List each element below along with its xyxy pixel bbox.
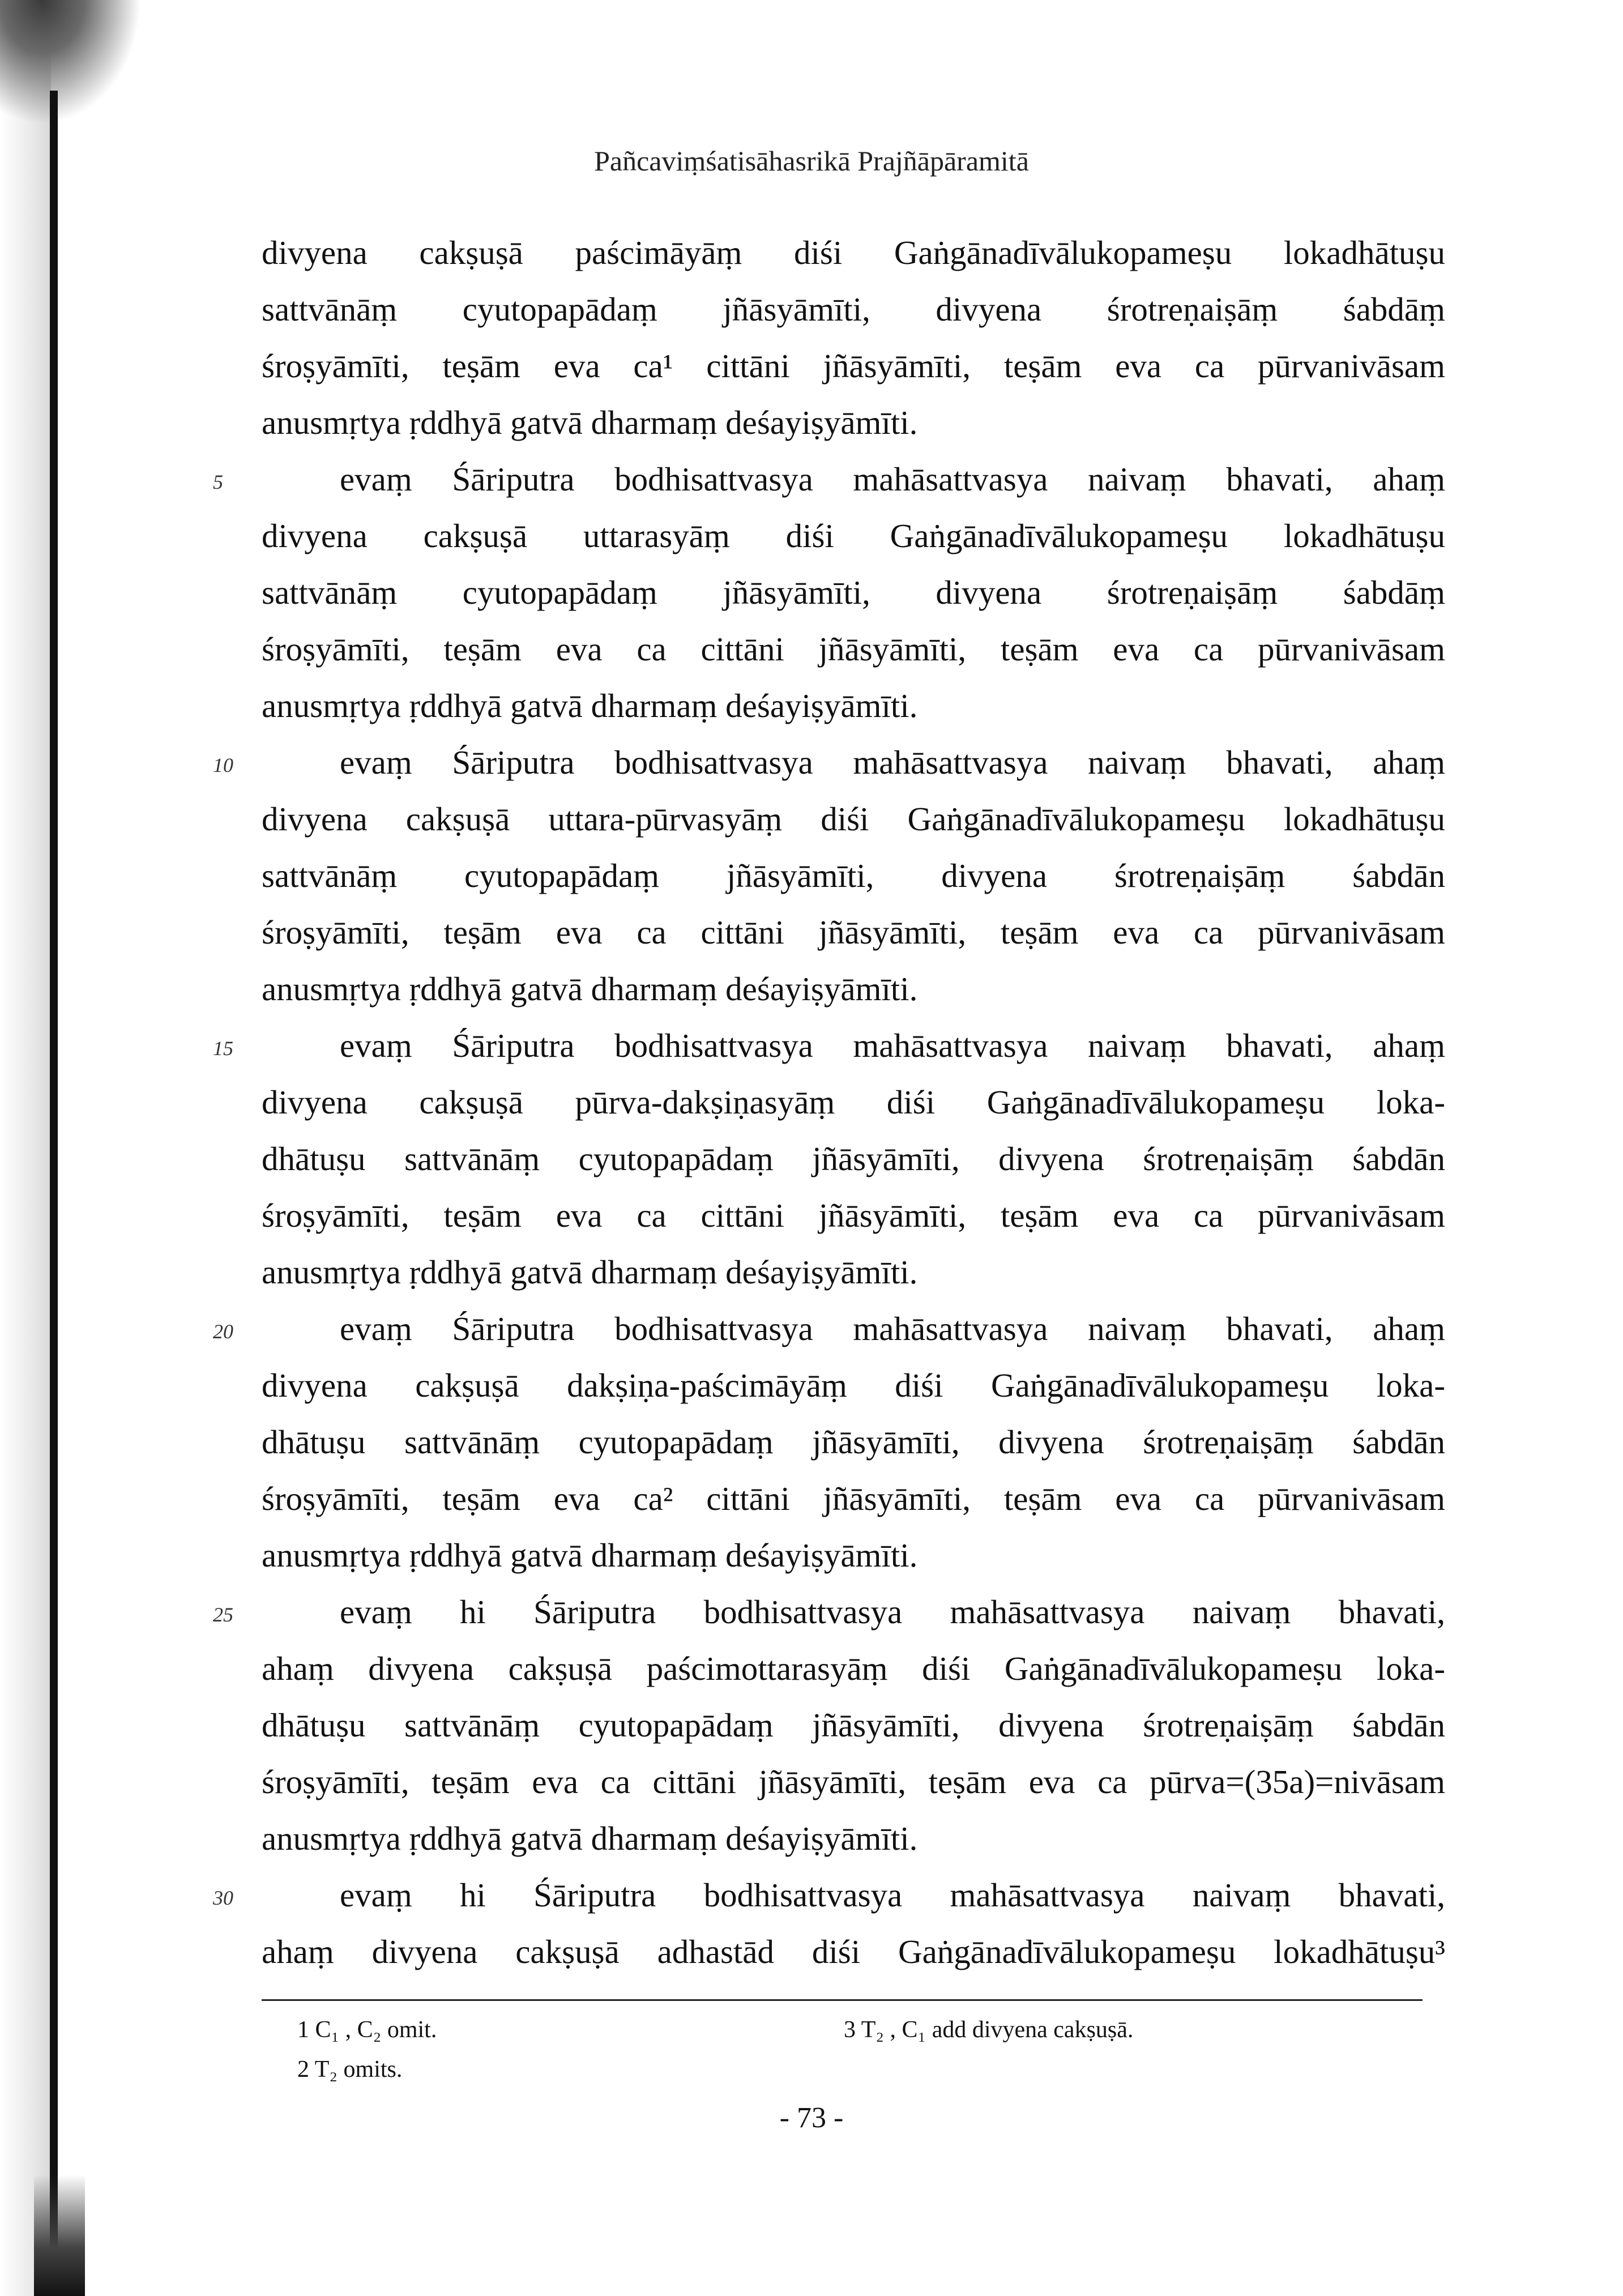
text-line: dhātuṣu sattvānāṃ cyutopapādaṃ jñāsyāmīti, divyena śrotreṇaiṣāṃ śabdān: [262, 1706, 1445, 1744]
text-line: anusmṛtya ṛddhyā gatvā dharmaṃ deśayiṣyāmīti.: [262, 1537, 918, 1574]
text-line: anusmṛtya ṛddhyā gatvā dharmaṃ deśayiṣyāmīti.: [262, 687, 918, 724]
text-line: divyena cakṣuṣā pūrva-dakṣiṇasyāṃ diśi Gaṅgānadīvālukopameṣu loka-: [262, 1083, 1445, 1121]
text-line: śroṣyāmīti, teṣām eva ca¹ cittāni jñāsyāmīti, teṣām eva ca pūrvanivāsam: [262, 347, 1445, 385]
footnote-3: 3 T₂ , C₁ add divyena cakṣuṣā.: [844, 2017, 1134, 2043]
text-line: evaṃ hi Śāriputra bodhisattvasya mahāsattvasya naivaṃ bhavati,: [340, 1593, 1445, 1631]
text-line: evaṃ Śāriputra bodhisattvasya mahāsattvasya naivaṃ bhavati, ahaṃ: [340, 460, 1445, 498]
text-line: anusmṛtya ṛddhyā gatvā dharmaṃ deśayiṣyāmīti.: [262, 970, 918, 1008]
text-line: sattvānāṃ cyutopapādaṃ jñāsyāmīti, divyena śrotreṇaiṣāṃ śabdāṃ: [262, 574, 1445, 611]
text-line: divyena cakṣuṣā paścimāyāṃ diśi Gaṅgānadīvālukopameṣu lokadhātuṣu: [262, 234, 1445, 271]
running-head: Pañcaviṃśatisāhasrikā Prajñāpāramitā: [594, 145, 1029, 177]
line-number: 5: [213, 471, 223, 493]
line-number: 20: [213, 1320, 233, 1343]
text-line: śroṣyāmīti, teṣām eva ca cittāni jñāsyāmīti, teṣām eva ca pūrva=(35a)=nivāsam: [262, 1763, 1445, 1800]
text-line: divyena cakṣuṣā uttarasyāṃ diśi Gaṅgānadīvālukopameṣu lokadhātuṣu: [262, 517, 1445, 554]
page-number: - 73 -: [779, 2102, 844, 2134]
text-line: ahaṃ divyena cakṣuṣā paścimottarasyāṃ diśi Gaṅgānadīvālukopameṣu loka-: [262, 1650, 1445, 1687]
text-line: śroṣyāmīti, teṣām eva ca² cittāni jñāsyāmīti, teṣām eva ca pūrvanivāsam: [262, 1480, 1445, 1517]
line-number: 10: [213, 754, 233, 776]
text-line: sattvānāṃ cyutopapādaṃ jñāsyāmīti, divyena śrotreṇaiṣāṃ śabdāṃ: [262, 291, 1445, 328]
line-number: 25: [213, 1603, 233, 1626]
text-line: divyena cakṣuṣā dakṣiṇa-paścimāyāṃ diśi Gaṅgānadīvālukopameṣu loka-: [262, 1367, 1445, 1404]
text-line: sattvānāṃ cyutopapādaṃ jñāsyāmīti, divyena śrotreṇaiṣāṃ śabdān: [262, 857, 1445, 894]
text-line: evaṃ Śāriputra bodhisattvasya mahāsattvasya naivaṃ bhavati, ahaṃ: [340, 744, 1445, 781]
text-line: ahaṃ divyena cakṣuṣā adhastād diśi Gaṅgānadīvālukopameṣu lokadhātuṣu³: [262, 1933, 1445, 1970]
line-number: 15: [213, 1037, 233, 1060]
text-line: divyena cakṣuṣā uttara-pūrvasyāṃ diśi Gaṅgānadīvālukopameṣu lokadhātuṣu: [262, 800, 1445, 838]
text-line: dhātuṣu sattvānāṃ cyutopapādaṃ jñāsyāmīti, divyena śrotreṇaiṣāṃ śabdān: [262, 1140, 1445, 1177]
footnote-rule: [262, 1999, 1423, 2001]
text-line: dhātuṣu sattvānāṃ cyutopapādaṃ jñāsyāmīti, divyena śrotreṇaiṣāṃ śabdān: [262, 1423, 1445, 1461]
footnote-2: 2 T₂ omits.: [297, 2056, 403, 2082]
text-line: evaṃ Śāriputra bodhisattvasya mahāsattvasya naivaṃ bhavati, ahaṃ: [340, 1027, 1445, 1064]
text-line: śroṣyāmīti, teṣām eva ca cittāni jñāsyāmīti, teṣām eva ca pūrvanivāsam: [262, 914, 1445, 951]
text-line: anusmṛtya ṛddhyā gatvā dharmaṃ deśayiṣyāmīti.: [262, 1253, 918, 1291]
line-number: 30: [213, 1887, 233, 1909]
text-line: anusmṛtya ṛddhyā gatvā dharmaṃ deśayiṣyāmīti.: [262, 1820, 918, 1857]
text-line: śroṣyāmīti, teṣām eva ca cittāni jñāsyāmīti, teṣām eva ca pūrvanivāsam: [262, 1197, 1445, 1234]
text-line: anusmṛtya ṛddhyā gatvā dharmaṃ deśayiṣyāmīti.: [262, 404, 918, 441]
text-line: evaṃ hi Śāriputra bodhisattvasya mahāsattvasya naivaṃ bhavati,: [340, 1876, 1445, 1914]
text-line: evaṃ Śāriputra bodhisattvasya mahāsattvasya naivaṃ bhavati, ahaṃ: [340, 1310, 1445, 1347]
footnote-1: 1 C₁ , C₂ omit.: [297, 2017, 437, 2043]
text-line: śroṣyāmīti, teṣām eva ca cittāni jñāsyāmīti, teṣām eva ca pūrvanivāsam: [262, 630, 1445, 668]
